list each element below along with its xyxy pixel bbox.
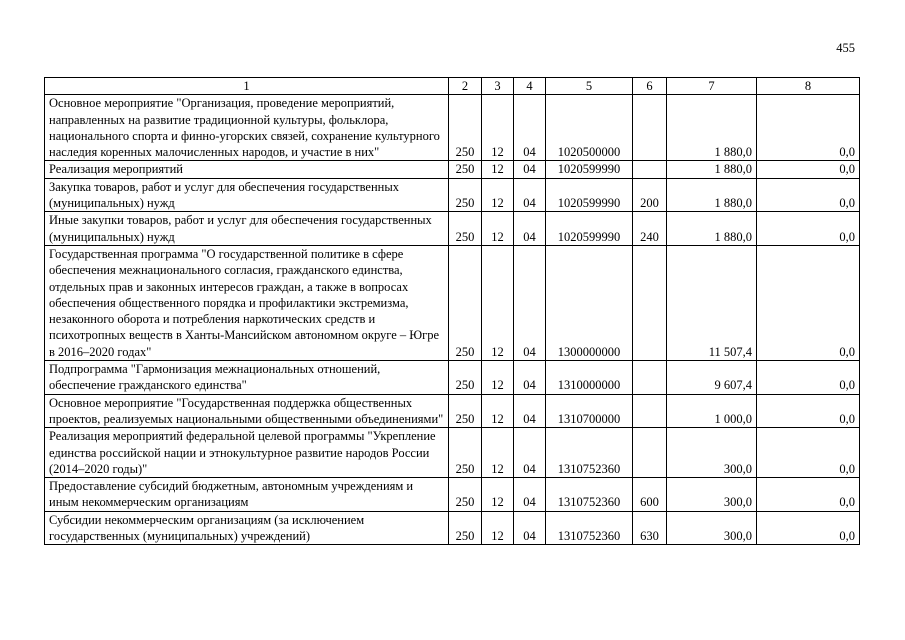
table-row	[45, 478, 860, 512]
table-row	[45, 511, 860, 545]
cell-c5: 1020500000	[546, 95, 633, 161]
cell-c7: 1 880,0	[667, 212, 757, 246]
cell-c6	[633, 161, 667, 178]
cell-c4: 04	[514, 95, 546, 161]
header-cell: 8	[757, 78, 860, 95]
cell-c3: 12	[482, 161, 514, 178]
cell-c7: 300,0	[667, 478, 757, 512]
row-name: Иные закупки товаров, работ и услуг для обеспечения государственных (муниципальных) нужд	[45, 212, 449, 246]
page-number: 455	[836, 41, 855, 55]
cell-c7: 1 000,0	[667, 394, 757, 428]
cell-c6	[633, 361, 667, 395]
cell-c3: 12	[482, 478, 514, 512]
cell-c6	[633, 245, 667, 360]
row-name: Реализация мероприятий федеральной целевой программы "Укрепление единства российской нации и этнокультурное развитие народов России (2014–2020 годы)"	[45, 428, 449, 478]
cell-c8: 0,0	[757, 394, 860, 428]
cell-c3: 12	[482, 178, 514, 212]
cell-c7: 1 880,0	[667, 161, 757, 178]
cell-c7: 9 607,4	[667, 361, 757, 395]
header-cell: 1	[45, 78, 449, 95]
cell-c5: 1310700000	[546, 394, 633, 428]
cell-c6: 600	[633, 478, 667, 512]
cell-c7: 11 507,4	[667, 245, 757, 360]
cell-c4: 04	[514, 478, 546, 512]
cell-c2: 250	[449, 511, 482, 545]
cell-c8: 0,0	[757, 161, 860, 178]
cell-c8: 0,0	[757, 361, 860, 395]
cell-c8: 0,0	[757, 178, 860, 212]
cell-c2: 250	[449, 161, 482, 178]
budget-table	[44, 77, 860, 545]
cell-c6	[633, 394, 667, 428]
cell-c3: 12	[482, 95, 514, 161]
cell-c2: 250	[449, 178, 482, 212]
table-row	[45, 95, 860, 161]
cell-c5: 1300000000	[546, 245, 633, 360]
cell-c5: 1310752360	[546, 478, 633, 512]
cell-c5: 1310752360	[546, 511, 633, 545]
cell-c3: 12	[482, 212, 514, 246]
table-row	[45, 161, 860, 178]
cell-c7: 1 880,0	[667, 178, 757, 212]
cell-c7: 1 880,0	[667, 95, 757, 161]
cell-c5: 1020599990	[546, 161, 633, 178]
cell-c8: 0,0	[757, 212, 860, 246]
header-row	[45, 78, 860, 95]
cell-c6: 630	[633, 511, 667, 545]
row-name: Государственная программа "О государственной политике в сфере обеспечения межнационального согласия, гражданского единства, отдельных прав и законных интересов граждан, а также в вопросах обеспечения общественного порядка и профилактики экстремизма, незаконного оборота и потребления наркотических средств и психотропных веществ в Ханты-Мансийском автономном округе – Югре в 2016–2020 годах"	[45, 245, 449, 360]
cell-c6	[633, 428, 667, 478]
cell-c6: 240	[633, 212, 667, 246]
cell-c8: 0,0	[757, 428, 860, 478]
row-name: Закупка товаров, работ и услуг для обеспечения государственных (муниципальных) нужд	[45, 178, 449, 212]
table-row	[45, 428, 860, 478]
header-cell: 5	[546, 78, 633, 95]
cell-c2: 250	[449, 478, 482, 512]
cell-c6	[633, 95, 667, 161]
cell-c4: 04	[514, 245, 546, 360]
table-row	[45, 245, 860, 360]
cell-c5: 1020599990	[546, 178, 633, 212]
cell-c2: 250	[449, 245, 482, 360]
cell-c4: 04	[514, 161, 546, 178]
row-name: Субсидии некоммерческим организациям (за исключением государственных (муниципальных) учреждений)	[45, 511, 449, 545]
cell-c7: 300,0	[667, 428, 757, 478]
cell-c4: 04	[514, 428, 546, 478]
cell-c2: 250	[449, 428, 482, 478]
header-cell: 6	[633, 78, 667, 95]
table-row	[45, 178, 860, 212]
table-row	[45, 394, 860, 428]
cell-c4: 04	[514, 394, 546, 428]
cell-c2: 250	[449, 361, 482, 395]
cell-c2: 250	[449, 212, 482, 246]
cell-c8: 0,0	[757, 478, 860, 512]
cell-c4: 04	[514, 361, 546, 395]
cell-c3: 12	[482, 361, 514, 395]
header-cell: 2	[449, 78, 482, 95]
header-cell: 3	[482, 78, 514, 95]
row-name: Предоставление субсидий бюджетным, автономным учреждениям и иным некоммерческим организациям	[45, 478, 449, 512]
cell-c5: 1310000000	[546, 361, 633, 395]
row-name: Основное мероприятие "Государственная поддержка общественных проектов, реализуемых национальными общественными объединениями"	[45, 394, 449, 428]
cell-c4: 04	[514, 511, 546, 545]
cell-c2: 250	[449, 394, 482, 428]
cell-c3: 12	[482, 428, 514, 478]
cell-c2: 250	[449, 95, 482, 161]
cell-c6: 200	[633, 178, 667, 212]
cell-c5: 1310752360	[546, 428, 633, 478]
table-row	[45, 361, 860, 395]
cell-c3: 12	[482, 245, 514, 360]
header-cell: 4	[514, 78, 546, 95]
row-name: Основное мероприятие "Организация, проведение мероприятий, направленных на развитие традиционной культуры, фольклора, национального спорта и финно-угорских связей, сохранение культурного наследия коренных малочисленных народов, и участие в них"	[45, 95, 449, 161]
cell-c8: 0,0	[757, 245, 860, 360]
table-row	[45, 212, 860, 246]
cell-c8: 0,0	[757, 95, 860, 161]
header-cell: 7	[667, 78, 757, 95]
cell-c4: 04	[514, 178, 546, 212]
cell-c4: 04	[514, 212, 546, 246]
cell-c3: 12	[482, 511, 514, 545]
cell-c8: 0,0	[757, 511, 860, 545]
cell-c7: 300,0	[667, 511, 757, 545]
row-name: Подпрограмма "Гармонизация межнациональных отношений, обеспечение гражданского единства"	[45, 361, 449, 395]
row-name: Реализация мероприятий	[45, 161, 449, 178]
cell-c3: 12	[482, 394, 514, 428]
cell-c5: 1020599990	[546, 212, 633, 246]
